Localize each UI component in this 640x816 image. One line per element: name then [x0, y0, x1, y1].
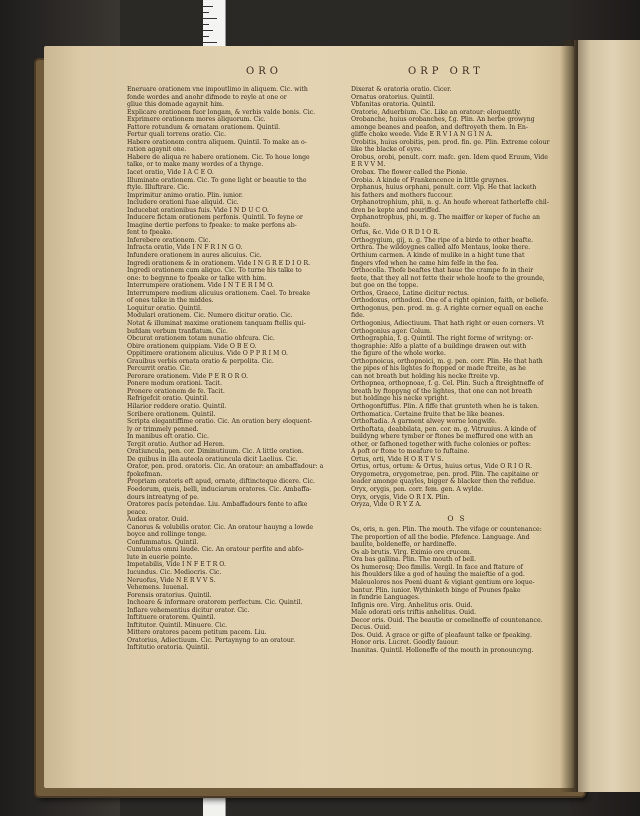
entry-line: amonge beanes and peafon, and deftroyeth them. In En-	[351, 123, 529, 131]
entry-line: Interrumpere orationem. Vide I N T E R I M O.	[127, 282, 274, 290]
entry-line: fent to fpeake.	[127, 229, 173, 237]
entry-line: Ponere modum orationi. Tacit.	[127, 380, 222, 388]
entry-line: Canorus & volubilis orator. Cic. An oratour hauyng a lowde	[127, 523, 314, 531]
entry-line: Os, oris, n. gen. Plin. The mouth. The vifage or countenance:	[351, 526, 542, 534]
entry-line: leader amonge quayles, bigger & blacker then the refidue.	[351, 478, 536, 486]
entry-line: Inftitutor. Quintil. Minuere. Cic.	[127, 621, 228, 629]
entry-line: Oratores pacis petendae. Liu. Ambaffadours fente to afke	[127, 501, 308, 509]
entry-line: Cumulatus omni laude. Cic. An oratour perfite and abfo-	[127, 546, 304, 554]
entry-line: Orfus, &c. Vide O R D I O R.	[351, 229, 440, 237]
entry-line: The proportion of all the bodie. Pfefence. Language. And	[351, 533, 530, 541]
entry-line: Dixerat & oratoria oratio. Cicer.	[351, 86, 452, 93]
entry-line: his fhoulders like a god of hauing the maieftie of a god.	[351, 571, 525, 579]
entry-line: Orobitis, huius orobitis, pen. prod. fin. ge. Plin. Extreme colour	[351, 138, 550, 146]
entry-line: baulite, boldeneffe, or hardineffe.	[351, 541, 457, 549]
entry-line: Orygometra, orygometrae, pen. prod. Plin. The capitaine or	[351, 470, 539, 478]
entry-line: Illuminate orationem. Cic. To gone light or beautie to the	[127, 176, 307, 184]
entry-line: Infracta oratio, Vide I N F R I N G O.	[127, 244, 243, 252]
entry-line: Oratorie, Aduerbium. Cic. Like an oratour: eloquently.	[351, 108, 522, 116]
entry-line: bufdam verbum tranflatum. Cic.	[127, 327, 228, 335]
entry-line: ly or trimmely penned.	[127, 425, 199, 433]
dictionary-column-left	[127, 86, 355, 652]
entry-line: Inftituere oratorem. Quintil.	[127, 614, 216, 622]
entry-line: of ones talke in the middes.	[127, 297, 214, 305]
entry-line: Ingredi orationem & in orationem. Vide I N G R E D I O R.	[127, 259, 311, 267]
entry-line: Oratorius, Adiectiuum. Cic. Pertaynyng to an oratour.	[127, 636, 296, 644]
entry-line: like the blacke of eyre.	[351, 146, 423, 154]
entry-line: Male odorati oris triftis anhelitus. Ouid.	[351, 609, 477, 617]
entry-line: Includere orationi fuae aliquid. Cic.	[127, 199, 239, 207]
entry-line: Os ab brutis. Virg. Eximio ore crucem.	[351, 548, 472, 556]
dictionary-column-right	[351, 86, 567, 654]
entry-line: Pronere orationem de fe. Tacit.	[127, 387, 225, 395]
entry-line: Explicare orationem fuor longam, & verbis valde bonis. Cic.	[127, 108, 316, 116]
entry-line: the figure of the whole worke.	[351, 350, 446, 358]
entry-line: fpokefman.	[127, 470, 163, 478]
entry-line: Imprimitur animo oratio. Plin. iunior.	[127, 191, 243, 199]
entry-line: Modulari orationem. Cic. Numero dicitur oratio. Cic.	[127, 312, 293, 320]
entry-line: Orphanotrophium, phii, n. g. An houfe whereat fatherleffe chil-	[351, 199, 549, 207]
entry-line: houfe.	[351, 221, 371, 229]
entry-line: Obcurat orationem totam nunatio obfcura. Cic.	[127, 335, 275, 343]
entry-line: Oryza, Vide O R Y Z A.	[351, 501, 422, 509]
entry-line: Ortus, ortus, ortum: & Ortus, huius ortus, Vide O R I O R.	[351, 463, 533, 471]
entry-line: Oppitimere orationem alicuius. Vide O P P R I M O.	[127, 350, 289, 358]
entry-line: boyce and rollinge tonge.	[127, 531, 207, 539]
entry-line: Iacet oratio, Vide I A C E O.	[127, 169, 214, 177]
entry-line: Eneruare orationem vne impoutlimo in aliquem. Cic. with	[127, 86, 308, 93]
entry-line: Orthogonius, Adiectiuum. That hath right or euen corners. Vt	[351, 319, 545, 327]
entry-line: Inducere fictam orationem perfonis. Quintil. To feyne or	[127, 214, 303, 222]
entry-line: Orthogonus, pen. prod. m. g. A righte corner equall on eache	[351, 304, 544, 312]
entry-line: can not breath but holding his necke ftreite vp.	[351, 372, 500, 380]
entry-line: Foedorum, queis, belli, induciarum oratores. Cic. Ambaffa-	[127, 485, 312, 493]
entry-line: Orthogygium, gij, n. g. The ripe of a birde to other beafte.	[351, 236, 534, 244]
entry-line: Tergit oratio. Author ad Heren.	[127, 440, 225, 448]
entry-line: Exprimere orationem mores aliquorum. Cic.	[127, 116, 266, 124]
entry-line: one: to begynne to fpeake or talke with him.	[127, 274, 267, 282]
entry-line: fonde wordes and anohr difmode to reyle at one or	[127, 93, 287, 101]
entry-line: Oryx, orygis, Vide O R I X. Plin.	[351, 493, 450, 501]
entry-line: Refrigefcit oratio. Quintil.	[127, 395, 209, 403]
entry-line: Fattore rotundum & ornatam orationem. Quintil.	[127, 123, 281, 131]
entry-line: peace.	[127, 508, 148, 516]
entry-line: A poft or ftone to meafure to fuftaine.	[351, 448, 470, 456]
entry-line: Maleuolores nos Poeni duant & vigiant gentium ore loque-	[351, 579, 535, 586]
entry-line: Propriam oratoris eft apud, ornate, diftincteque dicere. Cic.	[127, 478, 315, 486]
entry-line: Loquitur oratio. Quintil.	[127, 304, 202, 312]
entry-line: fide.	[351, 312, 365, 320]
entry-line: Habere de aliqua re habere orationem. Cic. To houe longe	[127, 153, 310, 161]
entry-line: Orthoftata, deabbilata, pen. cor. m. g. Vitruuius. A kinde of	[351, 425, 537, 433]
entry-line: Audax orator. Ouid.	[127, 516, 189, 524]
entry-line: Notat & illuminat maxime orationem tanquam ftellis qui-	[127, 319, 306, 327]
entry-line: Forensis oratorius. Quintil.	[127, 591, 212, 599]
entry-line: but holdinge his necke vpright.	[351, 395, 449, 403]
entry-line: Decus. Ouid.	[351, 624, 392, 632]
entry-line: feete, that they all not fette their whole hoofe to the grounde,	[351, 274, 545, 282]
entry-line: Orthogonius ager. Colum.	[351, 327, 432, 335]
entry-line: Mittere oratores pacem petitum pacem. Liu.	[127, 629, 267, 637]
entry-line: Orthogonftiffus. Plin. A fiffe that grunteth when he is taken.	[351, 402, 540, 410]
entry-line: Inferebere orationem. Cic.	[127, 236, 211, 244]
entry-line: Orthos, Graece, Latine dicitur rectus.	[351, 289, 470, 297]
entry-line: fingers vfed when he came him felfe in the fea.	[351, 259, 499, 267]
entry-line: gliue this domade agaynit him.	[127, 101, 225, 109]
entry-line: Ora bas gallina. Plin. The mouth of bell.	[351, 556, 476, 564]
entry-line: thographie: Alfo a platte of a buildinge drawen out with	[351, 342, 527, 350]
measuring-ruler	[203, 0, 226, 52]
entry-line: lute in euerie pointe.	[127, 553, 193, 561]
entry-line: gliffe choke weede. Vide E R V I A N G I N A.	[351, 131, 493, 139]
entry-line: Imagine dertie perfons to fpeake: to make perfons ab-	[127, 221, 297, 229]
entry-line: Vbfanitas oratoria. Quintil.	[351, 101, 436, 109]
entry-line: Iucundus. Cic. Mediocris. Cic.	[127, 569, 222, 576]
entry-line: Impetabilis, Vide I N F E T R O.	[127, 561, 226, 569]
entry-line: Honor oris. Lucret. Goodly fauour.	[351, 639, 459, 647]
running-header-left: ORO	[246, 66, 282, 77]
entry-line: Orthra. The wildoygnes called alfo Mentaus, looke there.	[351, 244, 531, 252]
entry-line: ftyle. Illuftrare. Cic.	[127, 184, 190, 192]
entry-line: Oryx, orygis, pen. corr. fem. gen. A wylde.	[351, 485, 484, 493]
entry-line: Interrumpere medium alicuius orationem. Cael. To breake	[127, 289, 311, 297]
entry-line: Grauibus verbis ornata oratio & perpolita. Cic.	[127, 357, 274, 365]
entry-line: Inftitutio oratoria. Quintil.	[127, 644, 210, 652]
entry-line: Scripta elegantiffime oratio. Cic. An oration bery eloquent-	[127, 418, 313, 426]
entry-line: talke, or to make many wordes of a thynge.	[127, 161, 264, 169]
entry-line: bantur. Plin. iunior. Wythinketh binge of Pounes fpake	[351, 586, 521, 594]
entry-line: Orthoftadia. A garment alwey worne longwife.	[351, 418, 497, 426]
entry-line: Orthomatica. Certaine fruite that be like beanes.	[351, 410, 505, 418]
entry-line: breath by ftoppyng of the lightes, that one can not breath	[351, 387, 533, 395]
entry-line: Orphanotrophus, phi, m. g. The maiffer or keper of fuche an	[351, 214, 541, 222]
entry-line: In manibus eft oratio. Cic.	[127, 433, 209, 441]
entry-line: Ortus, orti, Vide H O R T V S.	[351, 455, 444, 463]
entry-line: ration agaynit one.	[127, 146, 187, 154]
entry-line: Orator, pen. prod. oratoris. Cic. An oratour: an ambaffadour: a	[127, 463, 324, 471]
entry-line: Orobia. A kinde of Frankencence in little gruynes.	[351, 176, 509, 184]
entry-line: Os humerosq; Deo fimilis. Vergil. In face and ftature of	[351, 563, 523, 571]
entry-line: Orobanche, huius orobanches, f.g. Plin. An herbe growyng	[351, 116, 535, 124]
entry-line: Inflare vehementius dicitur orator. Cic.	[127, 606, 250, 614]
entry-line: his fathers and mothers fuccour.	[351, 191, 453, 199]
entry-line: Orthium carmen. A kinde of mulike in a hight tune that	[351, 252, 525, 260]
entry-line: in fundrie Languages.	[351, 594, 420, 602]
entry-line: Infignis ore. Virg. Anhelitus oris. Ouid.	[351, 601, 473, 609]
entry-line: Habere orationem contra aliquem. Quintil. To make an o-	[127, 138, 307, 146]
entry-line: Inducebat orationibus fuis. Vide I N D U C O.	[127, 206, 269, 214]
entry-line: Perorare orationem. Vide P E R O R O.	[127, 372, 248, 380]
entry-line: Orobus, orobi, penult. corr. mafc. gen. Idem quod Eruum, Vide	[351, 153, 548, 161]
facing-page-edge	[574, 40, 640, 792]
entry-line: Obire orationem quippiam. Vide O B E O.	[127, 342, 257, 350]
entry-line: Scribere orationem. Quintil.	[127, 410, 216, 418]
entry-line: De quibus in illa auteola oratiuncula dicit Laelius. Cic.	[127, 455, 298, 463]
entry-line: Orthocolla. Thofe beaftes that haue the crampe fo in their	[351, 267, 534, 275]
entry-line: buildyng where tymber or ftones be meffured one with an	[351, 433, 533, 441]
entry-line: Inanitas. Quintil. Holloneffe of the mouth in pronouncyng.	[351, 646, 534, 654]
entry-line: Confummatus. Quintil.	[127, 538, 199, 546]
entry-line: Orphanus, huius orphani, penult. corr. Vlp. He that lacketh	[351, 184, 537, 192]
entry-line: E R V V M.	[351, 161, 386, 169]
entry-line: Fertur quali torrens oratio. Cic.	[127, 131, 226, 139]
entry-line: Inchoare & informare oratorem perfectum. Cic. Quintil.	[127, 599, 303, 607]
entry-line: dours intreatyng of pe.	[127, 493, 199, 501]
entry-line: Ornatus oratorius. Quintil.	[351, 93, 435, 101]
entry-line: Orthopnea, orthopnoae, f. g. Cel. Plin. Such a ftreightneffe of	[351, 380, 544, 388]
entry-line: Orthodoxus, orthodoxi. One of a right opinion, faith, or beliefe.	[351, 297, 549, 305]
entry-line: Orobax. The flower called the Pionie.	[351, 169, 468, 177]
entry-line: Decor oris. Ouid. The beautie or comelineffe of countenance.	[351, 616, 543, 624]
section-heading-os: OS	[447, 513, 471, 523]
entry-line: the pipes of his lightes fo ftopped or made ftreite, as he	[351, 365, 526, 373]
entry-line: but goe on the toppe.	[351, 282, 419, 290]
entry-line: Neruofus, Vide N E R V V S.	[127, 576, 216, 584]
entry-line: Oratiuncula, pen. cor. Diminutiuum. Cic. A little oration.	[127, 448, 304, 456]
entry-line: Vehemens. Iuuenal.	[127, 584, 189, 592]
entry-line: dren be kepte and nouriffed.	[351, 206, 441, 214]
entry-line: Ingredi orationem cum aliquo. Cic. To turne his talke to	[127, 267, 302, 275]
entry-line: other, or fafhoned together with fuche colonies or poftes:	[351, 440, 531, 448]
entry-line: Orthographia, f. g. Quintil. The right forme of writyng: or-	[351, 335, 534, 343]
entry-line: Infundere orationem in aures alicuius. Cic.	[127, 252, 262, 260]
entry-line: Percurrit oratio. Cic.	[127, 365, 192, 373]
running-header-right: ORP ORT	[408, 66, 484, 77]
entry-line: Dos. Ouid. A grace or gifte of pleafaunt talke or fpeaking.	[351, 631, 532, 639]
entry-line: Orthopnoicus, orthopnoici, m. g. pen. corr. Plin. He that hath	[351, 357, 543, 365]
entry-line: Hilarior reddere oratio. Quintil.	[127, 402, 227, 410]
